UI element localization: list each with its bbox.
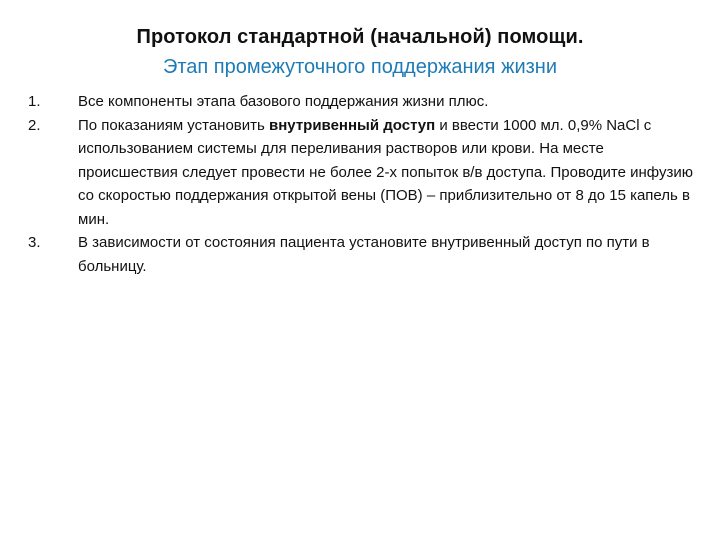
list-item-number: 2. bbox=[28, 116, 41, 134]
slide-title: Протокол стандартной (начальной) помощи. bbox=[136, 26, 584, 48]
title-block bbox=[0, 22, 720, 82]
list-item bbox=[28, 114, 698, 232]
list-item-text-before: По показаниям установить bbox=[78, 116, 270, 134]
slide-subtitle: Этап промежуточного поддержания жизни bbox=[162, 56, 558, 78]
list-item-text-after: и ввести 1000 мл. 0,9% NaCl с использованием системы для переливания растворов или крови. На месте происшествия следует провести не более 2-х попыток в/в доступа. Проводите инфузию со скоростью поддержания открытой вены (ПОВ) – приблизительно от 8 до 15 капель в мин. bbox=[78, 116, 693, 228]
list-item bbox=[28, 231, 698, 278]
list-item-number: 3. bbox=[28, 234, 41, 251]
protocol-list bbox=[28, 90, 698, 278]
list-item-text: Все компоненты этапа базового поддержания жизни плюс. bbox=[78, 93, 489, 110]
list-item-emphasis: внутривенный доступ bbox=[269, 116, 436, 134]
list-item bbox=[28, 90, 698, 114]
list-item-text: В зависимости от состояния пациента установите внутривенный доступ по пути в больницу. bbox=[78, 234, 650, 275]
list-item-number: 1. bbox=[28, 93, 41, 110]
